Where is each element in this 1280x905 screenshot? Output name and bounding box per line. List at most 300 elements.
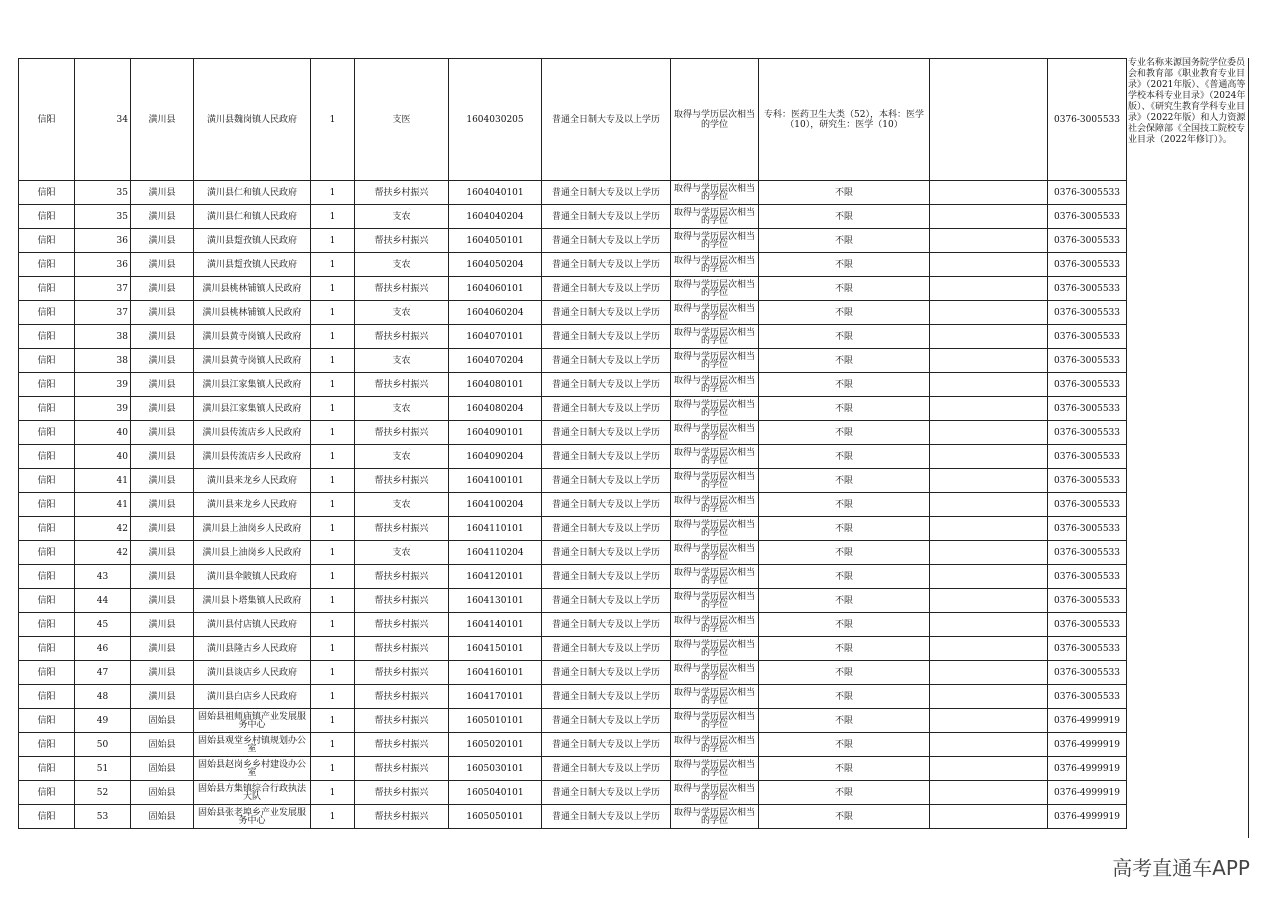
phone-cell: 0376-3005533 [1048,589,1127,613]
city-cell: 信阳 [19,709,75,733]
major-cell: 不限 [759,565,930,589]
phone-cell: 0376-3005533 [1048,493,1127,517]
serial-cell: 40 [75,421,131,445]
code-cell: 1604090204 [449,445,542,469]
table-row [19,613,1127,637]
major-cell: 不限 [759,541,930,565]
quota-cell: 1 [311,541,355,565]
watermark-text: 高考直通车APP [1112,856,1250,880]
phone-cell: 0376-3005533 [1048,613,1127,637]
major-cell: 不限 [759,181,930,205]
education-cell: 普通全日制大专及以上学历 [542,805,671,829]
degree-cell: 取得与学历层次相当的学位 [671,59,759,181]
post-cell: 帮扶乡村振兴 [355,757,449,781]
code-cell: 1605040101 [449,781,542,805]
post-cell: 帮扶乡村振兴 [355,325,449,349]
code-cell: 1604170101 [449,685,542,709]
empty-cell [930,205,1048,229]
education-cell: 普通全日制大专及以上学历 [542,493,671,517]
unit-cell: 潢川县桃林铺镇人民政府 [194,277,311,301]
degree-cell: 取得与学历层次相当的学位 [671,373,759,397]
table-row [19,445,1127,469]
serial-cell: 36 [75,253,131,277]
phone-cell: 0376-3005533 [1048,277,1127,301]
post-cell: 帮扶乡村振兴 [355,469,449,493]
post-cell: 支农 [355,445,449,469]
empty-cell [930,493,1048,517]
unit-cell: 潢川县白店乡人民政府 [194,685,311,709]
unit-cell: 潢川县来龙乡人民政府 [194,469,311,493]
degree-cell: 取得与学历层次相当的学位 [671,517,759,541]
phone-cell: 0376-3005533 [1048,325,1127,349]
education-cell: 普通全日制大专及以上学历 [542,613,671,637]
code-cell: 1604060101 [449,277,542,301]
unit-cell: 潢川县谈店乡人民政府 [194,661,311,685]
major-source-note: 专业名称来源国务院学位委员会和教育部《职业教育专业目录》（2021年版）、《普通高等学校本科专业目录》（2024年版）、《研究生教育学科专业目录》（2022年版）和人力资源社会保障部《全国技工院校专业目录（2022年修订）》。 [1128,58,1246,145]
empty-cell [930,685,1048,709]
quota-cell: 1 [311,565,355,589]
post-cell: 支农 [355,205,449,229]
degree-cell: 取得与学历层次相当的学位 [671,685,759,709]
code-cell: 1604070101 [449,325,542,349]
unit-cell: 潢川县桃林铺镇人民政府 [194,301,311,325]
phone-cell: 0376-3005533 [1048,205,1127,229]
code-cell: 1604050204 [449,253,542,277]
code-cell: 1604110204 [449,541,542,565]
code-cell: 1605030101 [449,757,542,781]
post-cell: 帮扶乡村振兴 [355,517,449,541]
major-cell: 不限 [759,397,930,421]
major-cell: 不限 [759,613,930,637]
degree-cell: 取得与学历层次相当的学位 [671,277,759,301]
quota-cell: 1 [311,301,355,325]
major-cell: 不限 [759,229,930,253]
post-cell: 帮扶乡村振兴 [355,373,449,397]
phone-cell: 0376-3005533 [1048,229,1127,253]
major-cell: 不限 [759,253,930,277]
county-cell: 潢川县 [131,493,194,517]
unit-cell: 潢川县江家集镇人民政府 [194,373,311,397]
serial-cell: 47 [75,661,131,685]
post-cell: 帮扶乡村振兴 [355,805,449,829]
phone-cell: 0376-4999919 [1048,709,1127,733]
quota-cell: 1 [311,493,355,517]
city-cell: 信阳 [19,373,75,397]
education-cell: 普通全日制大专及以上学历 [542,277,671,301]
table-row [19,421,1127,445]
code-cell: 1604050101 [449,229,542,253]
major-cell: 不限 [759,685,930,709]
post-cell: 帮扶乡村振兴 [355,685,449,709]
unit-cell: 潢川县黄寺岗镇人民政府 [194,349,311,373]
major-cell: 不限 [759,205,930,229]
degree-cell: 取得与学历层次相当的学位 [671,397,759,421]
phone-cell: 0376-4999919 [1048,733,1127,757]
serial-cell: 52 [75,781,131,805]
unit-cell: 潢川县隆古乡人民政府 [194,637,311,661]
table-row [19,181,1127,205]
empty-cell [930,349,1048,373]
empty-cell [930,445,1048,469]
table-row [19,277,1127,301]
empty-cell [930,59,1048,181]
code-cell: 1604100101 [449,469,542,493]
county-cell: 潢川县 [131,59,194,181]
county-cell: 潢川县 [131,277,194,301]
major-cell: 不限 [759,709,930,733]
code-cell: 1604030205 [449,59,542,181]
code-cell: 1605010101 [449,709,542,733]
city-cell: 信阳 [19,181,75,205]
table-row [19,253,1127,277]
education-cell: 普通全日制大专及以上学历 [542,349,671,373]
unit-cell: 潢川县踅孜镇人民政府 [194,253,311,277]
serial-cell: 45 [75,613,131,637]
county-cell: 潢川县 [131,517,194,541]
code-cell: 1605050101 [449,805,542,829]
table-row [19,565,1127,589]
empty-cell [930,229,1048,253]
post-cell: 支医 [355,59,449,181]
quota-cell: 1 [311,59,355,181]
major-cell: 不限 [759,493,930,517]
post-cell: 帮扶乡村振兴 [355,733,449,757]
code-cell: 1604070204 [449,349,542,373]
quota-cell: 1 [311,613,355,637]
quota-cell: 1 [311,589,355,613]
city-cell: 信阳 [19,469,75,493]
city-cell: 信阳 [19,781,75,805]
code-cell: 1604040204 [449,205,542,229]
city-cell: 信阳 [19,685,75,709]
degree-cell: 取得与学历层次相当的学位 [671,709,759,733]
quota-cell: 1 [311,445,355,469]
code-cell: 1604110101 [449,517,542,541]
education-cell: 普通全日制大专及以上学历 [542,421,671,445]
degree-cell: 取得与学历层次相当的学位 [671,229,759,253]
county-cell: 潢川县 [131,661,194,685]
code-cell: 1604140101 [449,613,542,637]
major-cell: 不限 [759,421,930,445]
education-cell: 普通全日制大专及以上学历 [542,253,671,277]
education-cell: 普通全日制大专及以上学历 [542,637,671,661]
city-cell: 信阳 [19,565,75,589]
city-cell: 信阳 [19,637,75,661]
major-cell: 不限 [759,589,930,613]
phone-cell: 0376-3005533 [1048,181,1127,205]
serial-cell: 37 [75,301,131,325]
quota-cell: 1 [311,253,355,277]
quota-cell: 1 [311,469,355,493]
serial-cell: 46 [75,637,131,661]
empty-cell [930,301,1048,325]
quota-cell: 1 [311,781,355,805]
city-cell: 信阳 [19,613,75,637]
empty-cell [930,253,1048,277]
code-cell: 1604160101 [449,661,542,685]
post-cell: 帮扶乡村振兴 [355,229,449,253]
table-row [19,301,1127,325]
unit-cell: 潢川县上油岗乡人民政府 [194,541,311,565]
serial-cell: 36 [75,229,131,253]
empty-cell [930,709,1048,733]
city-cell: 信阳 [19,733,75,757]
post-cell: 支农 [355,349,449,373]
county-cell: 潢川县 [131,445,194,469]
phone-cell: 0376-3005533 [1048,445,1127,469]
city-cell: 信阳 [19,757,75,781]
quota-cell: 1 [311,373,355,397]
education-cell: 普通全日制大专及以上学历 [542,757,671,781]
major-cell: 不限 [759,325,930,349]
post-cell: 帮扶乡村振兴 [355,277,449,301]
table-row [19,59,1127,181]
major-cell: 不限 [759,373,930,397]
serial-cell: 43 [75,565,131,589]
quota-cell: 1 [311,325,355,349]
empty-cell [930,805,1048,829]
table-row [19,781,1127,805]
degree-cell: 取得与学历层次相当的学位 [671,421,759,445]
quota-cell: 1 [311,229,355,253]
serial-cell: 44 [75,589,131,613]
serial-cell: 42 [75,517,131,541]
phone-cell: 0376-3005533 [1048,301,1127,325]
table-row [19,229,1127,253]
phone-cell: 0376-3005533 [1048,469,1127,493]
post-cell: 帮扶乡村振兴 [355,613,449,637]
empty-cell [930,589,1048,613]
phone-cell: 0376-4999919 [1048,805,1127,829]
code-cell: 1604080204 [449,397,542,421]
post-cell: 帮扶乡村振兴 [355,565,449,589]
education-cell: 普通全日制大专及以上学历 [542,541,671,565]
major-cell: 不限 [759,637,930,661]
county-cell: 潢川县 [131,397,194,421]
unit-cell: 潢川县江家集镇人民政府 [194,397,311,421]
city-cell: 信阳 [19,805,75,829]
phone-cell: 0376-3005533 [1048,565,1127,589]
serial-cell: 50 [75,733,131,757]
city-cell: 信阳 [19,493,75,517]
degree-cell: 取得与学历层次相当的学位 [671,469,759,493]
table-row [19,757,1127,781]
county-cell: 潢川县 [131,205,194,229]
code-cell: 1604060204 [449,301,542,325]
quota-cell: 1 [311,205,355,229]
empty-cell [930,397,1048,421]
table-row [19,637,1127,661]
empty-cell [930,541,1048,565]
quota-cell: 1 [311,397,355,421]
unit-cell: 固始县观堂乡村镇规划办公室 [194,733,311,757]
serial-cell: 39 [75,373,131,397]
degree-cell: 取得与学历层次相当的学位 [671,541,759,565]
major-cell: 不限 [759,733,930,757]
serial-cell: 38 [75,349,131,373]
education-cell: 普通全日制大专及以上学历 [542,373,671,397]
degree-cell: 取得与学历层次相当的学位 [671,205,759,229]
serial-cell: 42 [75,541,131,565]
code-cell: 1604130101 [449,589,542,613]
serial-cell: 35 [75,181,131,205]
phone-cell: 0376-3005533 [1048,397,1127,421]
major-cell: 不限 [759,469,930,493]
degree-cell: 取得与学历层次相当的学位 [671,757,759,781]
unit-cell: 固始县张老埠乡产业发展服务中心 [194,805,311,829]
unit-cell: 固始县方集镇综合行政执法大队 [194,781,311,805]
empty-cell [930,421,1048,445]
county-cell: 潢川县 [131,325,194,349]
city-cell: 信阳 [19,661,75,685]
post-cell: 帮扶乡村振兴 [355,421,449,445]
table-row [19,469,1127,493]
degree-cell: 取得与学历层次相当的学位 [671,349,759,373]
county-cell: 潢川县 [131,373,194,397]
degree-cell: 取得与学历层次相当的学位 [671,445,759,469]
table-row [19,805,1127,829]
post-cell: 支农 [355,541,449,565]
table-row [19,661,1127,685]
quota-cell: 1 [311,733,355,757]
table-row [19,325,1127,349]
major-cell: 专科：医药卫生大类（52），本科：医学（10），研究生：医学（10） [759,59,930,181]
post-cell: 支农 [355,253,449,277]
county-cell: 潢川县 [131,229,194,253]
education-cell: 普通全日制大专及以上学历 [542,229,671,253]
education-cell: 普通全日制大专及以上学历 [542,685,671,709]
code-cell: 1604090101 [449,421,542,445]
major-cell: 不限 [759,517,930,541]
degree-cell: 取得与学历层次相当的学位 [671,325,759,349]
county-cell: 潢川县 [131,613,194,637]
phone-cell: 0376-4999919 [1048,757,1127,781]
serial-cell: 37 [75,277,131,301]
quota-cell: 1 [311,637,355,661]
degree-cell: 取得与学历层次相当的学位 [671,493,759,517]
degree-cell: 取得与学历层次相当的学位 [671,661,759,685]
city-cell: 信阳 [19,205,75,229]
quota-cell: 1 [311,349,355,373]
quota-cell: 1 [311,421,355,445]
education-cell: 普通全日制大专及以上学历 [542,709,671,733]
empty-cell [930,757,1048,781]
degree-cell: 取得与学历层次相当的学位 [671,781,759,805]
serial-cell: 40 [75,445,131,469]
phone-cell: 0376-3005533 [1048,421,1127,445]
table-row [19,709,1127,733]
degree-cell: 取得与学历层次相当的学位 [671,565,759,589]
degree-cell: 取得与学历层次相当的学位 [671,613,759,637]
table-row [19,733,1127,757]
city-cell: 信阳 [19,59,75,181]
county-cell: 潢川县 [131,469,194,493]
city-cell: 信阳 [19,349,75,373]
education-cell: 普通全日制大专及以上学历 [542,517,671,541]
unit-cell: 潢川县卜塔集镇人民政府 [194,589,311,613]
phone-cell: 0376-3005533 [1048,685,1127,709]
county-cell: 潢川县 [131,253,194,277]
county-cell: 固始县 [131,709,194,733]
unit-cell: 潢川县付店镇人民政府 [194,613,311,637]
major-cell: 不限 [759,301,930,325]
empty-cell [930,325,1048,349]
phone-cell: 0376-3005533 [1048,517,1127,541]
serial-cell: 39 [75,397,131,421]
code-cell: 1604080101 [449,373,542,397]
serial-cell: 53 [75,805,131,829]
quota-cell: 1 [311,181,355,205]
major-cell: 不限 [759,349,930,373]
education-cell: 普通全日制大专及以上学历 [542,781,671,805]
major-cell: 不限 [759,445,930,469]
county-cell: 潢川县 [131,181,194,205]
city-cell: 信阳 [19,445,75,469]
code-cell: 1604150101 [449,637,542,661]
phone-cell: 0376-3005533 [1048,349,1127,373]
county-cell: 潢川县 [131,421,194,445]
major-cell: 不限 [759,781,930,805]
degree-cell: 取得与学历层次相当的学位 [671,253,759,277]
unit-cell: 潢川县踅孜镇人民政府 [194,229,311,253]
major-cell: 不限 [759,757,930,781]
county-cell: 潢川县 [131,541,194,565]
unit-cell: 潢川县黄寺岗镇人民政府 [194,325,311,349]
major-cell: 不限 [759,805,930,829]
unit-cell: 潢川县来龙乡人民政府 [194,493,311,517]
empty-cell [930,637,1048,661]
quota-cell: 1 [311,517,355,541]
table-row [19,373,1127,397]
city-cell: 信阳 [19,397,75,421]
serial-cell: 34 [75,59,131,181]
major-cell: 不限 [759,277,930,301]
serial-cell: 41 [75,469,131,493]
city-cell: 信阳 [19,277,75,301]
code-cell: 1604120101 [449,565,542,589]
serial-cell: 51 [75,757,131,781]
degree-cell: 取得与学历层次相当的学位 [671,805,759,829]
unit-cell: 固始县赵岗乡乡村建设办公室 [194,757,311,781]
phone-cell: 0376-3005533 [1048,373,1127,397]
county-cell: 潢川县 [131,685,194,709]
unit-cell: 固始县祖师庙镇产业发展服务中心 [194,709,311,733]
quota-cell: 1 [311,805,355,829]
empty-cell [930,781,1048,805]
quota-cell: 1 [311,685,355,709]
table-row [19,589,1127,613]
education-cell: 普通全日制大专及以上学历 [542,733,671,757]
table-row [19,349,1127,373]
county-cell: 潢川县 [131,349,194,373]
city-cell: 信阳 [19,229,75,253]
city-cell: 信阳 [19,253,75,277]
post-cell: 帮扶乡村振兴 [355,661,449,685]
education-cell: 普通全日制大专及以上学历 [542,661,671,685]
empty-cell [930,661,1048,685]
phone-cell: 0376-3005533 [1048,59,1127,181]
education-cell: 普通全日制大专及以上学历 [542,181,671,205]
post-cell: 支农 [355,301,449,325]
major-cell: 不限 [759,661,930,685]
education-cell: 普通全日制大专及以上学历 [542,565,671,589]
county-cell: 潢川县 [131,301,194,325]
city-cell: 信阳 [19,325,75,349]
serial-cell: 38 [75,325,131,349]
empty-cell [930,181,1048,205]
education-cell: 普通全日制大专及以上学历 [542,301,671,325]
unit-cell: 潢川县伞陂镇人民政府 [194,565,311,589]
